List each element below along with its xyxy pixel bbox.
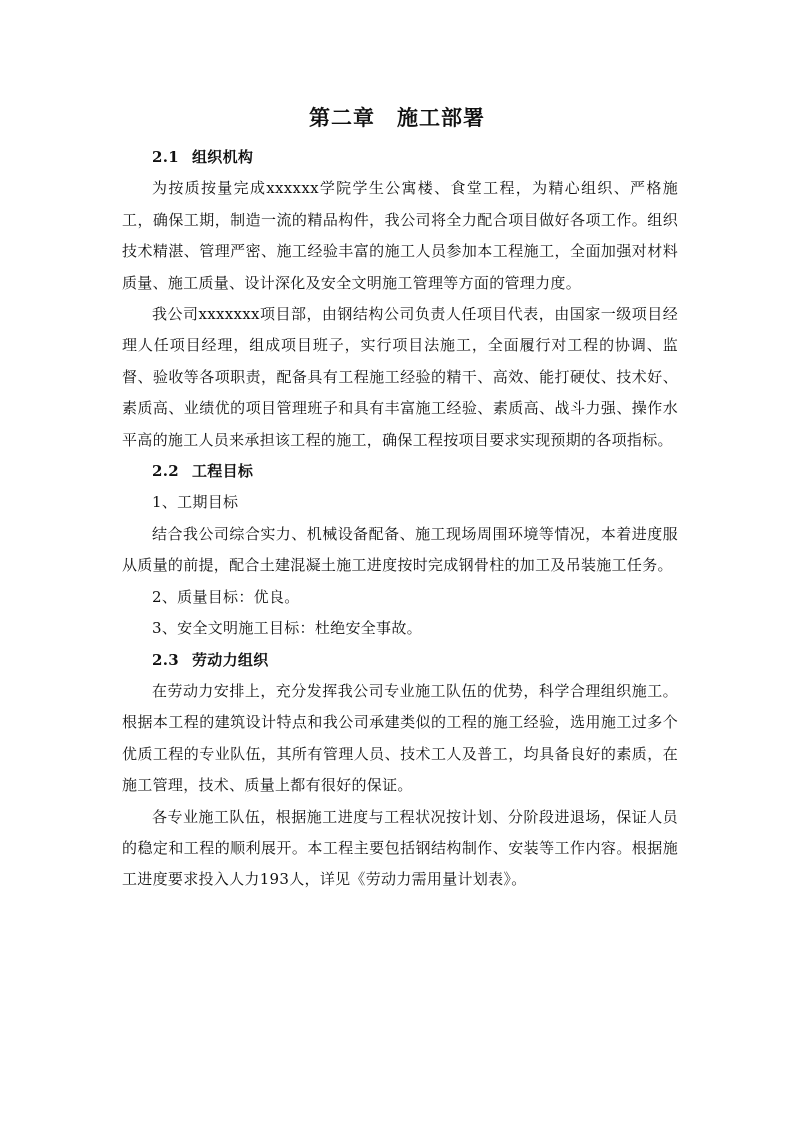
section-number: 2.3 [152,650,179,669]
list-item: 2、质量目标：优良。 [152,587,300,606]
section-number: 2.1 [152,148,179,166]
section-2-2-heading [122,456,678,487]
paragraph: 结合我公司综合实力、机械设备配备、施工现场周围环境等情况，本着进度服从质量的前提，配合土建混凝土施工进度按时完成钢骨柱的加工及吊装施工任务。 [122,524,678,575]
paragraph: 为按质按量完成xxxxxx学院学生公寓楼、食堂工程，为精心组织、严格施工，确保工期，制造一流的精品构件，我公司将全力配合项目做好各项工作。组织技术精湛、管理严密、施工经验丰富的施工人员参加本工程施工，全面加强对材料质量、施工质量、设计深化及安全文明施工管理等方面的管理力度。 [122,179,678,292]
section-title: 工程目标 [192,462,254,481]
paragraph: 各专业施工队伍，根据施工进度与工程状况按计划、分阶段进退场，保证人员的稳定和工程的顺利展开。本工程主要包括钢结构制作、安装等工作内容。根据施工进度要求投入人力193人，详见《劳动力需用量计划表》。 [122,807,678,889]
section-title: 组织机构 [192,148,254,166]
section-number: 2.2 [152,462,179,481]
list-item: 3、安全文明施工目标：杜绝安全事故。 [152,619,422,638]
section-2-3-heading [122,645,678,676]
paragraph: 在劳动力安排上，充分发挥我公司专业施工队伍的优势，科学合理组织施工。根据本工程的建筑设计特点和我公司承建类似的工程的施工经验，选用施工过多个优质工程的专业队伍，其所有管理人员、技术工人及普工，均具备良好的素质，在施工管理，技术、质量上都有很好的保证。 [122,681,678,795]
section-title: 劳动力组织 [192,650,269,669]
paragraph: 我公司xxxxxxx项目部，由钢结构公司负责人任项目代表，由国家一级项目经理人任项目经理，组成项目班子，实行项目法施工，全面履行对工程的协调、监督、验收等各项职责，配备具有工程施工经验的精干、高效、能打硬仗、技术好、素质高、业绩优的项目管理班子和具有丰富施工经验、素质高、战斗力强、操作水平高的施工人员来承担该工程的施工，确保工程按项目要求实现预期的各项指标。 [122,305,678,449]
document-body [122,142,678,896]
list-item-title: 1、工期目标 [152,493,239,512]
section-2-1-heading [122,142,678,173]
chapter-title: 第二章 施工部署 [309,105,485,130]
